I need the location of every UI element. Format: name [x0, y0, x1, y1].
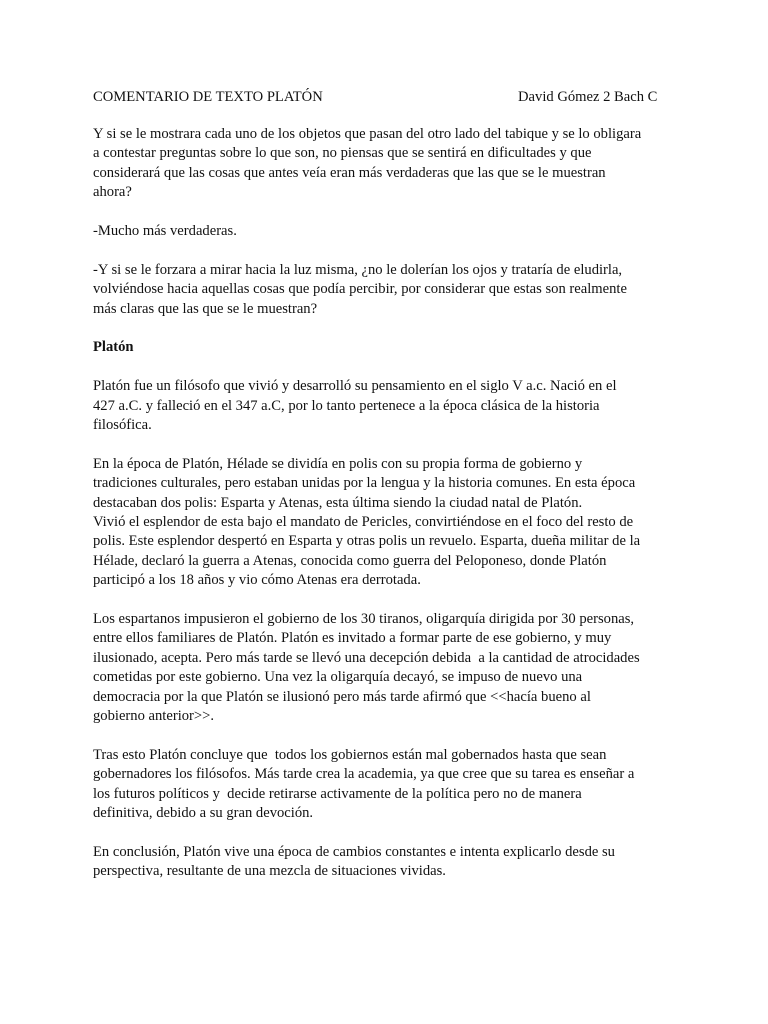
text-line: Los espartanos impusieron el gobierno de los 30 tiranos, oligarquía dirigida por 30 personas, — [93, 611, 635, 628]
body-paragraph-1 — [93, 377, 675, 435]
body-paragraph-2 — [93, 455, 675, 591]
text-line: democracia por la que Platón se ilusionó pero más tarde afirmó que <<hacía bueno al — [93, 688, 591, 705]
text-line: polis. Este esplendor despertó en Esparta y otras polis un revuelo. Esparta, dueña militar de la — [93, 533, 641, 550]
document-header — [93, 88, 675, 108]
text-line: En conclusión, Platón vive una época de cambios constantes e intenta explicarlo desde su — [93, 843, 615, 860]
text-line: volviéndose hacia aquellas cosas que podía percibir, por considerar que estas son realmente — [93, 281, 627, 298]
text-line: gobernadores los filósofos. Más tarde crea la academia, ya que cree que su tarea es enseñar a — [93, 766, 635, 783]
text-line: En la época de Platón, Hélade se dividía en polis con su propia forma de gobierno y — [93, 455, 583, 472]
quote-paragraph-3 — [93, 261, 675, 319]
text-line: -Mucho más verdaderas. — [93, 223, 237, 240]
quote-paragraph-2 — [93, 222, 675, 241]
quote-paragraph-1 — [93, 125, 675, 203]
text-line: destacaban dos polis: Esparta y Atenas, esta última siendo la ciudad natal de Platón. — [93, 494, 583, 511]
text-line: ahora? — [93, 184, 132, 201]
text-line: los futuros políticos y decide retirarse activamente de la política pero no de manera — [93, 785, 582, 802]
text-line: ilusionado, acepta. Pero más tarde se llevó una decepción debida a la cantidad de atrocidades — [93, 649, 640, 666]
text-line: filosófica. — [93, 417, 152, 434]
text-line: Y si se le mostrara cada uno de los objetos que pasan del otro lado del tabique y se lo obligara — [93, 126, 642, 142]
document-title: COMENTARIO DE TEXTO PLATÓN — [93, 89, 323, 105]
body-paragraph-5 — [93, 843, 675, 882]
text-line: Vivió el esplendor de esta bajo el mandato de Pericles, convirtiéndose en el foco del resto de — [93, 514, 634, 531]
author-line: David Gómez 2 Bach C — [518, 89, 658, 105]
text-line: definitiva, debido a su gran devoción. — [93, 805, 314, 822]
quoted-passage — [93, 125, 675, 319]
text-line: perspectiva, resultante de una mezcla de situaciones vividas. — [93, 863, 446, 880]
text-line: entre ellos familiares de Platón. Platón es invitado a formar parte de ese gobierno, y muy — [93, 630, 612, 647]
text-line: Platón fue un filósofo que vivió y desarrolló su pensamiento en el siglo V a.c. Nació en el — [93, 378, 617, 395]
document-page — [93, 88, 675, 901]
text-line: participó a los 18 años y vio cómo Atenas era derrotada. — [93, 572, 421, 589]
text-line: Tras esto Platón concluye que todos los gobiernos están mal gobernados hasta que sean — [93, 746, 607, 763]
text-line: a contestar preguntas sobre lo que son, no piensas que se sentirá en dificultades y que — [93, 145, 592, 162]
text-line: gobierno anterior>>. — [93, 708, 215, 725]
text-line: 427 a.C. y falleció en el 347 a.C, por lo tanto pertenece a la época clásica de la historia — [93, 397, 600, 414]
text-line: considerará que las cosas que antes veía eran más verdaderas que las que se le muestran — [93, 164, 606, 181]
text-line: cometidas por este gobierno. Una vez la oligarquía decayó, se impuso de nuevo una — [93, 669, 583, 686]
body-paragraph-4 — [93, 746, 675, 824]
text-line: -Y si se le forzara a mirar hacia la luz misma, ¿no le dolerían los ojos y trataría de eludirla, — [93, 261, 623, 278]
text-line: Hélade, declaró la guerra a Atenas, conocida como guerra del Peloponeso, donde Platón — [93, 552, 607, 569]
section-heading: Platón — [93, 339, 134, 356]
body-paragraph-3 — [93, 610, 675, 726]
document-body — [93, 377, 675, 882]
text-line: tradiciones culturales, pero estaban unidas por la lengua y la historia comunes. En esta época — [93, 475, 636, 492]
text-line: más claras que las que se le muestran? — [93, 300, 318, 317]
